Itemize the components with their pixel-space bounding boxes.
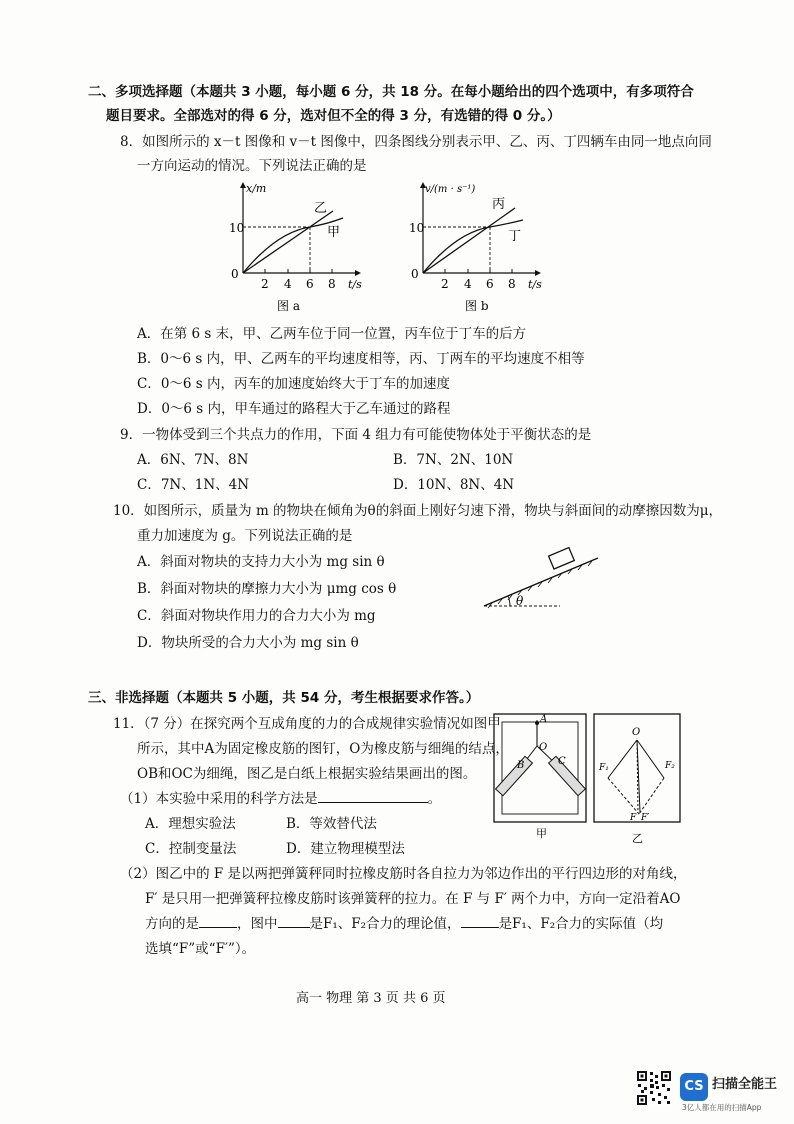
jia-caption: 甲: [536, 827, 547, 840]
fig-b-caption: 图 b: [465, 299, 489, 313]
q10-option-a: A．斜面对物块的支持力大小为 mg sin θ: [137, 554, 385, 570]
q11-stem-line3: OB和OC为细绳，图乙是白纸上根据实验结果画出的图。: [137, 766, 477, 782]
fig-a-label-jia: 甲: [327, 225, 341, 240]
q8-stem-line1: 8．如图所示的 x－t 图像和 v－t 图像中，四条图线分别表示甲、乙、丙、丁四辆车由同一地点向同: [120, 134, 712, 150]
yi-label-f: F: [630, 813, 637, 823]
q11-option-a: A．理想实验法: [145, 816, 236, 832]
yi-label-o: O: [632, 727, 641, 738]
fig-b-xtick: 8: [508, 277, 516, 291]
yi-label-fp: F′: [641, 813, 650, 823]
jia-label-b: B: [517, 760, 525, 771]
q9-option-a: A．6N、7N、8N: [137, 452, 249, 468]
q11-option-b: B．等效替代法: [286, 816, 377, 832]
fig-b-ylabel: v/(m · s⁻¹): [425, 184, 476, 195]
fig-a-origin: 0: [231, 267, 239, 281]
fig-a-ytick: 10: [229, 221, 245, 235]
q8-stem-line2: 一方向运动的情况。下列说法正确的是: [137, 158, 367, 174]
q8-option-c: C．0～6 s 内，丙车的加速度始终大于丁车的加速度: [137, 376, 451, 392]
fig-b-xlabel: t/s: [528, 278, 542, 291]
fig-a-label-yi: 乙: [314, 201, 328, 216]
yi-label-f2: F₂: [665, 761, 675, 771]
q11-option-c: C．控制变量法: [145, 841, 237, 857]
fig-b-label-bing: 丙: [492, 197, 506, 212]
fig-b-origin: 0: [411, 267, 419, 281]
q11-sub2-text-d: 是F₁、F₂合力的实际值（均: [498, 916, 664, 932]
block: [549, 548, 575, 569]
q10-option-b: B．斜面对物块的摩擦力大小为 μmg cos θ: [137, 581, 397, 597]
line-yi: [243, 211, 333, 273]
q11-sub1-blank[interactable]: [318, 788, 428, 803]
figure-b-vt-graph: [395, 180, 555, 315]
q11-sub2-text-c: 是F₁、F₂合力的理论值，: [309, 916, 461, 932]
incline-angle-label: θ: [516, 594, 524, 608]
q11-sub2-text-b: ，图中: [237, 916, 278, 932]
yi-label-f1: F₁: [599, 763, 609, 773]
q11-blank-actual[interactable]: [461, 913, 499, 928]
figure-jia: [492, 710, 590, 840]
incline-figure: [478, 540, 608, 612]
q11-option-d: D．建立物理模型法: [286, 841, 405, 857]
q9-option-b: B．7N、2N、10N: [393, 452, 514, 468]
page-footer: 高一 物理 第 3 页 共 6 页: [296, 991, 446, 1006]
q8-option-a: A．在第 6 s 末，甲、乙两车位于同一位置，丙车位于丁车的后方: [137, 326, 527, 342]
fig-a-xlabel: t/s: [348, 278, 362, 291]
q11-sub2-line4: 选填“F”或“F′”）。: [145, 941, 256, 957]
section2-heading-line1: 二、多项选择题（本题共 3 小题，每小题 6 分，共 18 分。在每小题给出的四个选项中，有多项符合: [88, 84, 694, 100]
q11-blank-theoretical[interactable]: [278, 913, 310, 928]
q11-sub2-line1: （2）图乙中的 F 是以两把弹簧秤同时拉橡皮筋时各自拉力为邻边作出的平行四边形的对角线，: [120, 866, 687, 882]
curve-ding: [423, 220, 523, 273]
scanner-tagline: 3亿人都在用的扫描App: [682, 1103, 762, 1112]
fig-a-xtick: 6: [306, 277, 314, 291]
figure-yi: [592, 710, 684, 855]
q10-option-d: D．物块所受的合力大小为 mg sin θ: [137, 635, 359, 651]
q10-option-c: C．斜面对物块作用力的合力大小为 mg: [137, 608, 376, 624]
figure-a-xt-graph: [215, 180, 365, 315]
fig-b-xtick: 2: [441, 277, 449, 291]
fig-b-ytick: 10: [409, 221, 425, 235]
qr-code-icon: [636, 1070, 672, 1106]
scanner-brand: 扫描全能王: [712, 1077, 778, 1092]
q11-sub2-line3: [145, 912, 663, 932]
q8-option-b: B．0～6 s 内，甲、乙两车的平均速度相等，丙、丁两车的平均速度不相等: [137, 351, 585, 367]
q11-sub2-text-a: 方向的是: [145, 916, 199, 932]
jia-label-a: A: [540, 714, 548, 725]
q9-stem: 9．一物体受到三个共点力的作用，下面 4 组力有可能使物体处于平衡状态的是: [120, 427, 592, 443]
line-bing: [423, 208, 515, 273]
fig-a-ylabel: x/m: [246, 182, 267, 195]
q10-stem-line1: 10．如图所示，质量为 m 的物块在倾角为θ的斜面上刚好匀速下滑，物块与斜面间的动摩擦因数为μ，: [113, 503, 722, 519]
q11-sub1-text: （1）本实验中采用的科学方法是: [120, 791, 318, 807]
jia-label-o: O: [539, 742, 548, 753]
fig-b-xtick: 6: [486, 277, 494, 291]
q11-sub2-line2: F′ 是只用一把弹簧秤拉橡皮筋时该弹簧秤的拉力。在 F 与 F′ 两个力中，方向一定沿着AO: [145, 891, 681, 907]
q9-option-d: D．10N、8N、4N: [393, 477, 515, 493]
q11-sub1-end: 。: [427, 791, 442, 807]
q11-sub1: [120, 787, 441, 807]
fig-b-label-ding: 丁: [508, 229, 522, 244]
fig-a-xtick: 4: [284, 277, 292, 291]
q11-blank-direction[interactable]: [199, 913, 237, 928]
fig-a-caption: 图 a: [277, 299, 300, 313]
q8-option-d: D．0～6 s 内，甲车通过的路程大于乙车通过的路程: [137, 401, 451, 417]
q9-option-c: C．7N、1N、4N: [137, 477, 250, 493]
q10-stem-line2: 重力加速度为 g。下列说法正确的是: [137, 528, 353, 544]
yi-caption: 乙: [632, 832, 643, 845]
fig-b-xtick: 4: [464, 277, 472, 291]
section3-heading: 三、非选择题（本题共 5 小题，共 54 分，考生根据要求作答。）: [88, 690, 480, 706]
camscanner-logo-icon: CS: [680, 1073, 708, 1101]
fig-a-xtick: 2: [261, 277, 269, 291]
q11-stem-line2: 所示，其中A为固定橡皮筋的图钉，O为橡皮筋与细绳的结点，: [137, 741, 509, 757]
jia-label-c: C: [558, 756, 566, 767]
fig-a-xtick: 8: [328, 277, 336, 291]
q11-stem-line1: 11．（7 分）在探究两个互成角度的力的合成规律实验情况如图甲: [113, 716, 501, 732]
section2-heading-line2: 题目要求。全部选对的得 6 分，选对但不全的得 3 分，有选错的得 0 分。）: [106, 108, 561, 124]
